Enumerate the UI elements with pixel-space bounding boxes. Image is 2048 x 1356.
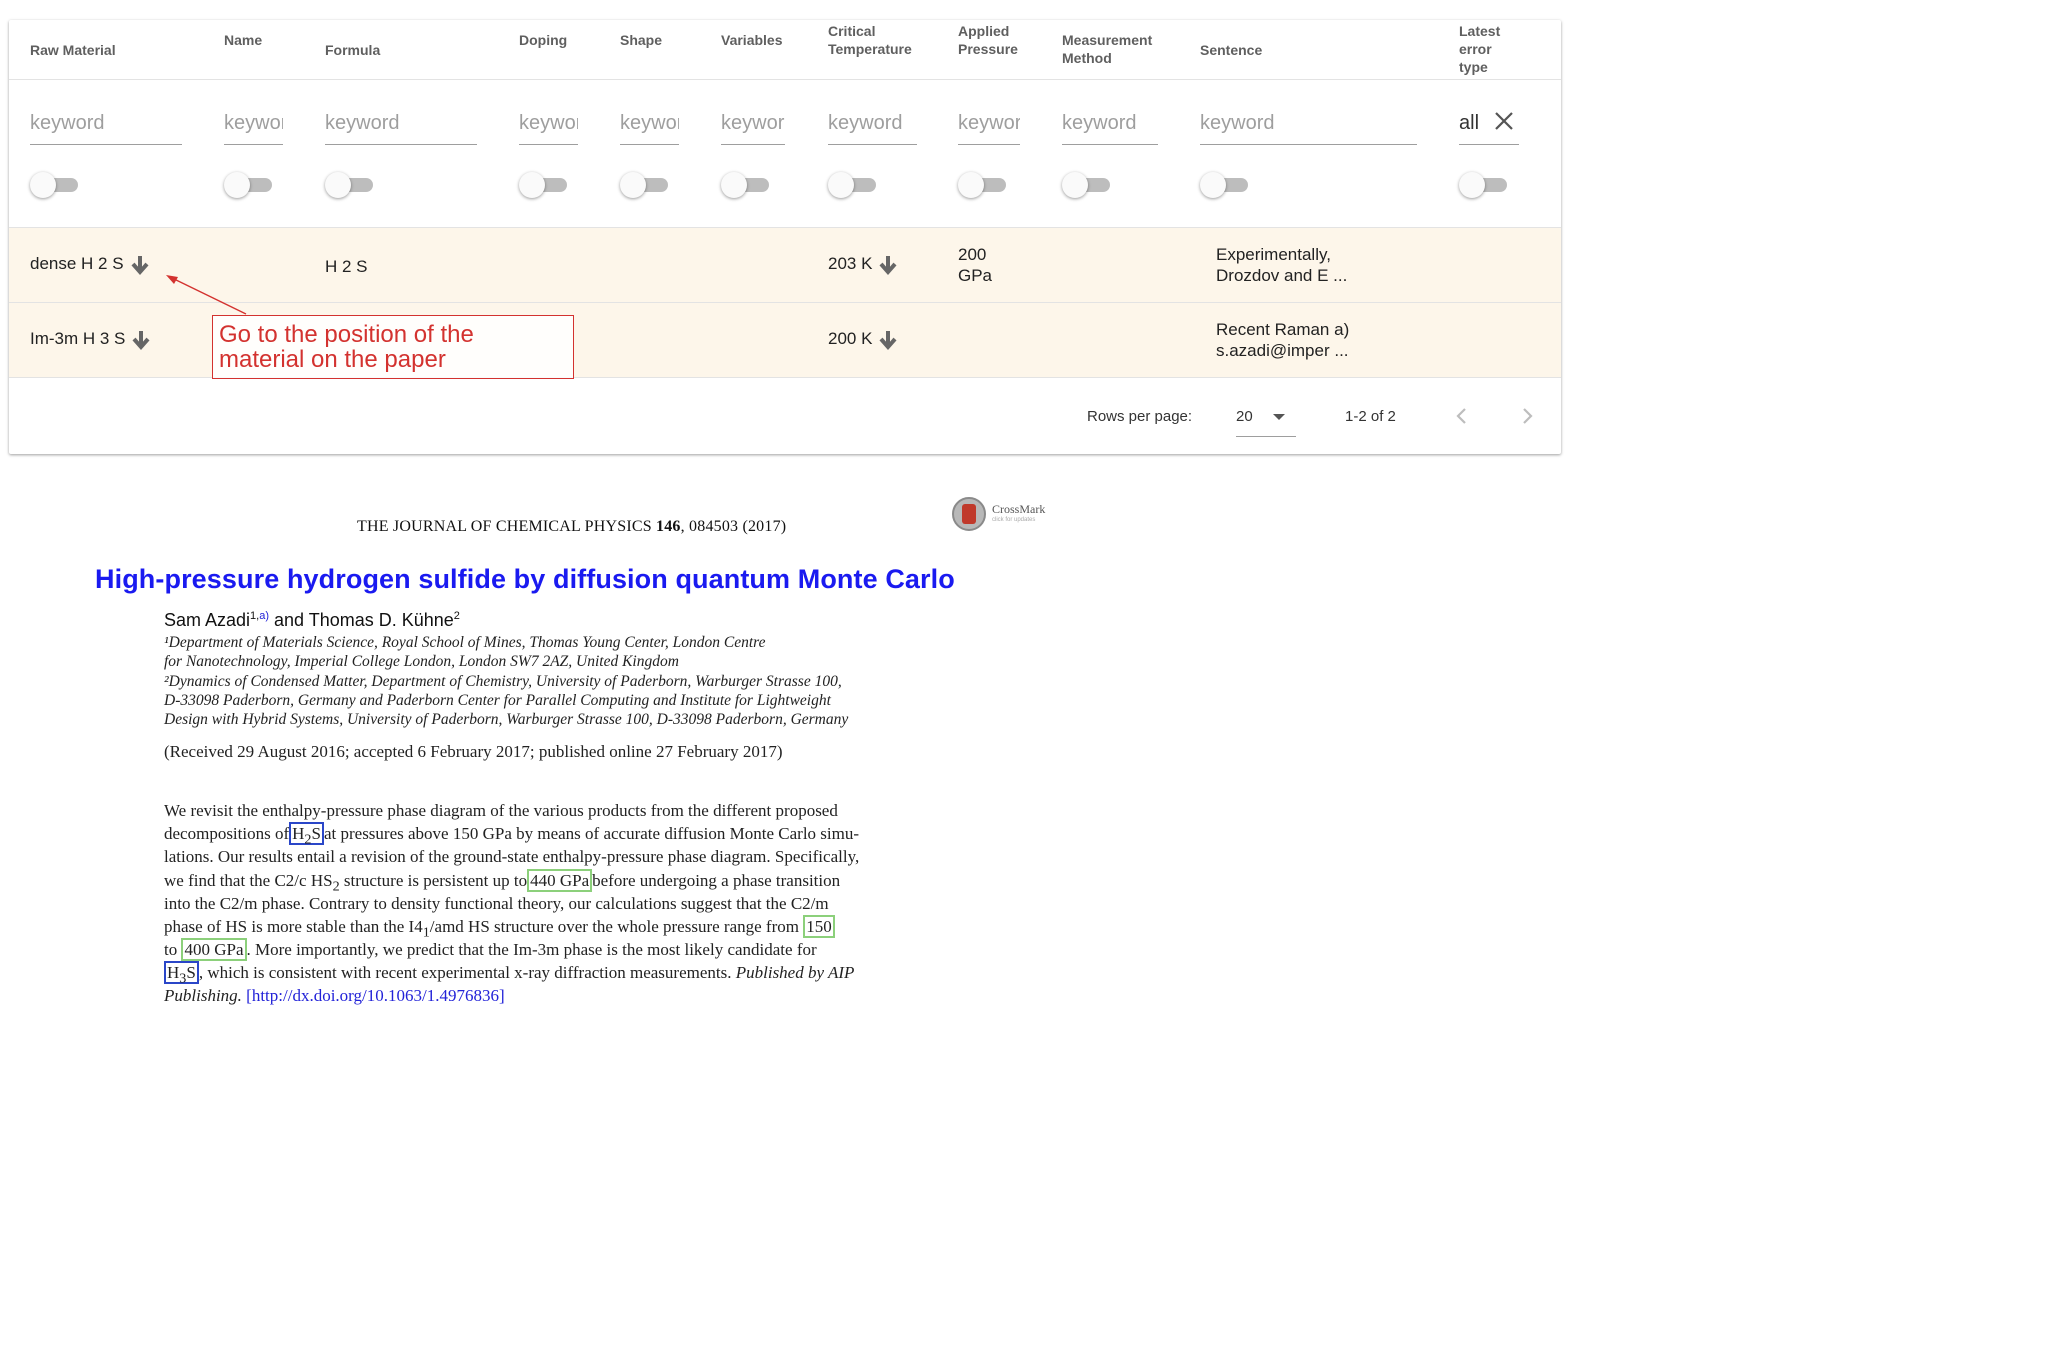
table-row[interactable] bbox=[9, 228, 1561, 302]
abstract-line: We revisit the enthalpy-pressure phase diagram of the various products from the different proposed bbox=[164, 801, 838, 820]
filter-raw-material bbox=[30, 104, 182, 145]
author-1-footnote[interactable]: a) bbox=[259, 610, 270, 622]
crossmark-sub: click for updates bbox=[992, 517, 1036, 523]
abstract-line bbox=[164, 986, 937, 1006]
filter-name-input[interactable] bbox=[224, 104, 283, 142]
h3s-sub: 3 bbox=[179, 970, 187, 987]
filter-applied-pressure bbox=[958, 104, 1020, 145]
abstract-text: we find that the C2/c HS bbox=[164, 871, 333, 890]
arrow-down-icon[interactable] bbox=[878, 254, 898, 276]
results-table-card bbox=[9, 20, 1561, 454]
header-latest-error-type[interactable]: Latest error type bbox=[1459, 23, 1501, 75]
toggle-formula[interactable] bbox=[325, 172, 375, 198]
error-type-select-value: all bbox=[1459, 112, 1480, 134]
toggle-measurement-method[interactable] bbox=[1062, 172, 1112, 198]
filter-shape bbox=[620, 104, 679, 145]
filter-raw-material-input[interactable] bbox=[30, 104, 182, 142]
toggle-raw-material[interactable] bbox=[30, 172, 80, 198]
filter-variables-input[interactable] bbox=[721, 104, 785, 142]
filter-doping bbox=[519, 104, 578, 145]
filter-measurement-method bbox=[1062, 104, 1158, 145]
filter-formula bbox=[325, 104, 477, 145]
abstract-publisher: Publishing. bbox=[164, 986, 242, 1005]
caret-down-icon bbox=[1273, 414, 1285, 420]
received-dates: (Received 29 August 2016; accepted 6 February 2017; published online 27 February 2017) bbox=[164, 742, 783, 761]
applied-pressure-line2: GPa bbox=[958, 266, 993, 285]
highlight-pressure-400[interactable]: 400 GPa bbox=[181, 938, 246, 961]
chevron-right-icon[interactable] bbox=[1517, 406, 1537, 426]
pagination-range: 1-2 of 2 bbox=[1345, 408, 1396, 425]
filter-doping-input[interactable] bbox=[519, 104, 578, 142]
arrow-down-icon[interactable] bbox=[131, 329, 151, 351]
abstract-line bbox=[164, 963, 937, 987]
abstract-line: into the C2/m phase. Contrary to density functional theory, our calculations suggest that the C2/m bbox=[164, 894, 829, 913]
h2s-s: S bbox=[311, 824, 321, 843]
critical-temperature-text: 200 K bbox=[828, 329, 873, 348]
abstract-text: . More importantly, we predict that the Im-3m phase is the most likely candidate for bbox=[246, 940, 817, 959]
affiliation-line: ¹Department of Materials Science, Royal School of Mines, Thomas Young Center, London Centre bbox=[164, 634, 766, 651]
filter-sentence-input[interactable] bbox=[1200, 104, 1417, 142]
header-sentence[interactable]: Sentence bbox=[1200, 42, 1263, 58]
sentence-line2: s.azadi@imper ... bbox=[1216, 341, 1349, 360]
toggle-name[interactable] bbox=[224, 172, 274, 198]
h2s-h: H bbox=[292, 824, 305, 843]
abstract-text: structure is persistent up to bbox=[339, 871, 528, 890]
abstract-text: /amd HS structure over the whole pressure range from bbox=[429, 917, 799, 936]
abstract-text: before undergoing a phase transition bbox=[592, 871, 841, 890]
critical-temperature-text: 203 K bbox=[828, 254, 873, 273]
header-name[interactable]: Name bbox=[224, 32, 263, 48]
crossmark-badge[interactable] bbox=[952, 497, 1052, 537]
applied-pressure-line1: 200 bbox=[958, 245, 987, 264]
toggle-doping[interactable] bbox=[519, 172, 569, 198]
raw-material-text: Im-3m H 3 S bbox=[30, 329, 126, 348]
rows-per-page-select[interactable] bbox=[1236, 402, 1296, 437]
sentence-line2: Drozdov and E ... bbox=[1216, 266, 1348, 285]
abstract-text: decompositions of bbox=[164, 824, 290, 843]
rows-per-page-value: 20 bbox=[1236, 408, 1253, 425]
arrow-down-icon[interactable] bbox=[130, 254, 150, 276]
header-shape[interactable]: Shape bbox=[620, 32, 663, 48]
journal-volume: 146 bbox=[656, 518, 681, 535]
header-critical-temperature[interactable]: Critical Temperature bbox=[828, 23, 912, 57]
arrow-down-icon[interactable] bbox=[878, 329, 898, 351]
author-1: Sam Azadi bbox=[164, 610, 251, 630]
filter-sentence bbox=[1200, 104, 1417, 145]
affiliation-line: Design with Hybrid Systems, University of Paderborn, Warburger Strasse 100, D-33098 Paderborn, Germany bbox=[164, 711, 849, 728]
header-formula[interactable]: Formula bbox=[325, 42, 381, 58]
toggle-latest-error-type[interactable] bbox=[1459, 172, 1509, 198]
sentence-line1: Experimentally, bbox=[1216, 245, 1331, 264]
crossmark-label: CrossMark bbox=[992, 502, 1046, 516]
affiliation-line: ²Dynamics of Condensed Matter, Department of Chemistry, University of Paderborn, Warburger Strasse 100, bbox=[164, 673, 842, 690]
raw-material-text: dense H 2 S bbox=[30, 254, 124, 273]
filter-formula-input[interactable] bbox=[325, 104, 477, 142]
header-measurement-method[interactable]: Measurement Method bbox=[1062, 32, 1153, 66]
affiliation-line: for Nanotechnology, Imperial College London, London SW7 2AZ, United Kingdom bbox=[164, 653, 679, 670]
abstract-line: lations. Our results entail a revision of the ground-state enthalpy-pressure phase diagram. Specifically, bbox=[164, 847, 860, 866]
header-doping[interactable]: Doping bbox=[519, 32, 568, 48]
abstract-line bbox=[164, 871, 937, 895]
header-applied-pressure[interactable]: Applied Pressure bbox=[958, 23, 1018, 57]
doi-link[interactable]: [http://dx.doi.org/10.1063/1.4976836] bbox=[246, 986, 505, 1005]
paper-view bbox=[0, 460, 1568, 1040]
filter-critical-temperature-input[interactable] bbox=[828, 104, 917, 142]
abstract-text: to bbox=[164, 940, 178, 959]
header-variables[interactable]: Variables bbox=[721, 32, 783, 48]
toggle-variables[interactable] bbox=[721, 172, 771, 198]
affiliation-line: D-33098 Paderborn, Germany and Paderborn Center for Parallel Computing and Institute for Lightweight bbox=[164, 692, 831, 709]
abstract-sub: 2 bbox=[332, 878, 340, 895]
abstract-sub: 1 bbox=[422, 924, 430, 941]
toggle-applied-pressure[interactable] bbox=[958, 172, 1008, 198]
crossmark-icon bbox=[952, 497, 986, 531]
abstract-text: phase of HS is more stable than the I4 bbox=[164, 917, 423, 936]
abstract-text: , which is consistent with recent experimental x-ray diffraction measurements. bbox=[198, 963, 732, 982]
journal-name: THE JOURNAL OF CHEMICAL PHYSICS bbox=[357, 518, 652, 535]
filter-measurement-method-input[interactable] bbox=[1062, 104, 1158, 142]
author-2-affil: 2 bbox=[453, 610, 460, 622]
author-1-affil: 1, bbox=[250, 610, 260, 622]
filter-critical-temperature bbox=[828, 104, 917, 145]
cell-raw-material bbox=[30, 328, 151, 351]
highlight-material-h3s[interactable] bbox=[164, 961, 199, 987]
filter-variables bbox=[721, 104, 785, 145]
h2s-sub: 2 bbox=[304, 831, 312, 848]
callout-line2: material on the paper bbox=[219, 346, 446, 373]
filter-shape-input[interactable] bbox=[620, 104, 679, 142]
cell-raw-material bbox=[30, 253, 150, 276]
journal-issue: , 084503 (2017) bbox=[680, 518, 787, 535]
filter-name bbox=[224, 104, 283, 145]
cell-formula: H 2 S bbox=[325, 257, 368, 276]
h3s-s: S bbox=[186, 963, 196, 982]
toggle-shape[interactable] bbox=[620, 172, 670, 198]
highlight-pressure-440[interactable]: 440 GPa bbox=[527, 869, 592, 892]
cell-sentence bbox=[1216, 319, 1349, 361]
cell-applied-pressure bbox=[958, 244, 992, 286]
header-raw-material[interactable]: Raw Material bbox=[30, 42, 116, 58]
cell-critical-temperature bbox=[828, 328, 898, 351]
filter-applied-pressure-input[interactable] bbox=[958, 104, 1020, 142]
highlight-pressure-150[interactable]: 150 bbox=[803, 915, 835, 938]
abstract-text: at pressures above 150 GPa by means of accurate diffusion Monte Carlo simu- bbox=[323, 824, 860, 843]
abstract-line bbox=[164, 917, 937, 941]
callout-line1: Go to the position of the bbox=[219, 321, 474, 348]
header-divider bbox=[9, 79, 1561, 80]
toggle-sentence[interactable] bbox=[1200, 172, 1250, 198]
toggle-critical-temperature[interactable] bbox=[828, 172, 878, 198]
abstract-line bbox=[164, 824, 937, 848]
clear-icon[interactable] bbox=[1493, 110, 1515, 132]
abstract-publisher: Published by AIP bbox=[731, 963, 855, 982]
cell-sentence bbox=[1216, 244, 1347, 286]
paper-authors bbox=[164, 610, 460, 631]
rows-per-page-label: Rows per page: bbox=[1087, 408, 1193, 425]
cell-critical-temperature bbox=[828, 253, 898, 276]
h3s-h: H bbox=[167, 963, 180, 982]
paper-title: High-pressure hydrogen sulfide by diffusion quantum Monte Carlo bbox=[95, 564, 955, 594]
journal-header bbox=[357, 518, 786, 536]
annotation-callout bbox=[212, 315, 574, 379]
abstract-line bbox=[164, 940, 937, 960]
chevron-left-icon[interactable] bbox=[1452, 406, 1472, 426]
filter-latest-error-type[interactable] bbox=[1459, 104, 1519, 145]
author-2: and Thomas D. Kühne bbox=[269, 610, 454, 630]
highlight-material-h2s[interactable] bbox=[289, 822, 324, 848]
sentence-line1: Recent Raman a) bbox=[1216, 320, 1350, 339]
